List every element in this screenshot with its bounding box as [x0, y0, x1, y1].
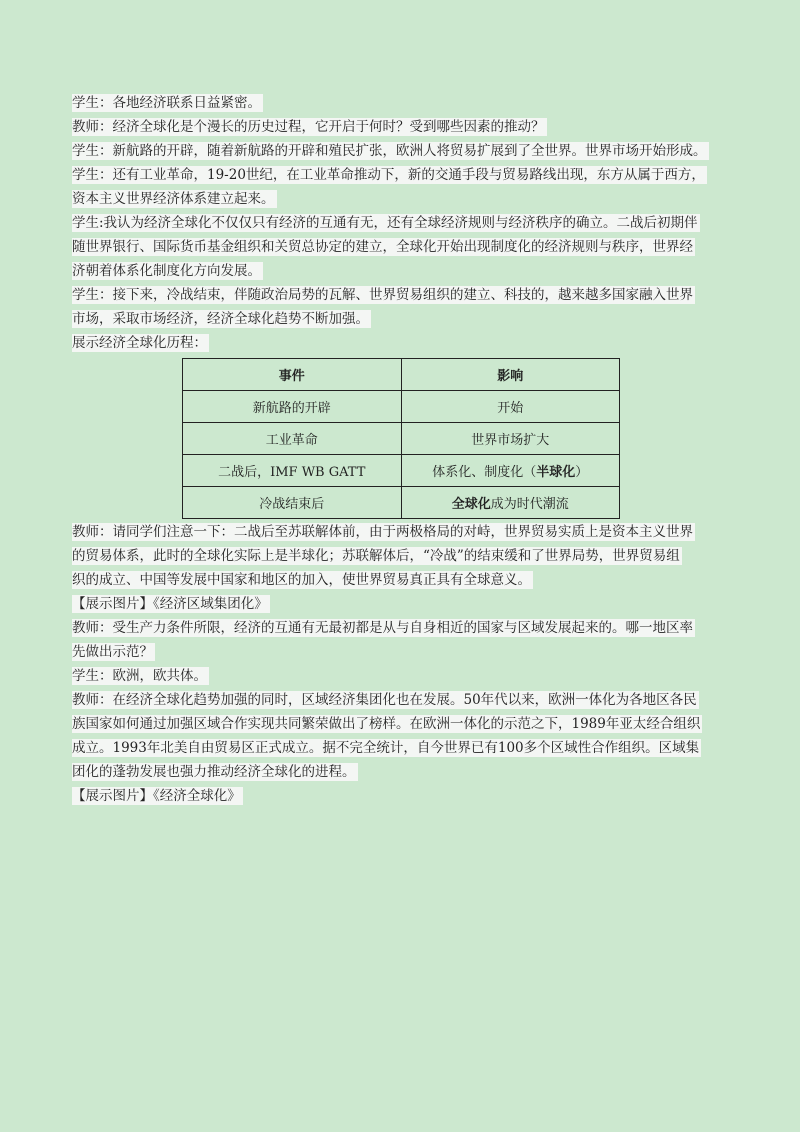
line-text: 学生:我认为经济全球化不仅仅只有经济的互通有无，还有全球经济规则与经济秩序的确立。二战后初期伴	[72, 215, 698, 231]
line-text: 学生：新航路的开辟，随着新航路的开辟和殖民扩张，欧洲人将贸易扩展到了全世界。世界市场开始形成。	[72, 143, 707, 159]
table-header-effect: 影响	[401, 359, 620, 391]
document-page	[72, 94, 732, 811]
table-row	[183, 455, 620, 487]
table-row	[183, 423, 620, 455]
text-before-table	[72, 94, 732, 352]
text-line	[72, 691, 732, 709]
text-line	[72, 94, 732, 112]
effect-text-close: ）	[575, 465, 589, 480]
line-text: 教师：受生产力条件所限，经济的互通有无最初都是从与自身相近的国家与区域发展起来的。哪一地区率	[72, 620, 693, 636]
table-cell-event: 二战后，IMF WB GATT	[183, 455, 402, 487]
effect-text: 开始	[497, 401, 524, 416]
line-text: 成立。1993年北美自由贸易区正式成立。据不完全统计，自今世界已有100多个区域性合作组织。区域集	[72, 740, 700, 756]
table-cell-event: 工业革命	[183, 423, 402, 455]
line-text: 学生：还有工业革命，19-20世纪，在工业革命推动下，新的交通手段与贸易路线出现，东方从属于西方，	[72, 167, 705, 183]
globalization-table-wrapper	[182, 358, 732, 519]
effect-bold-text: 全球化	[451, 497, 491, 512]
text-line	[72, 334, 732, 352]
table-cell-effect	[401, 391, 620, 423]
text-line	[72, 262, 732, 280]
line-text: 资本主义世界经济体系建立起来。	[72, 191, 275, 207]
text-line	[72, 310, 732, 328]
text-line	[72, 619, 732, 637]
effect-bold-text: 半球化	[536, 465, 576, 480]
line-text: 学生：欧洲，欧共体。	[72, 668, 207, 684]
text-line	[72, 238, 732, 256]
text-line	[72, 787, 732, 805]
effect-text: 成为时代潮流	[490, 497, 569, 512]
text-line	[72, 286, 732, 304]
line-text: 教师：请同学们注意一下：二战后至苏联解体前，由于两极格局的对峙，世界贸易实质上是资本主义世界	[72, 524, 693, 540]
text-line	[72, 739, 732, 757]
table-cell-effect	[401, 487, 620, 519]
table-cell-effect	[401, 455, 620, 487]
text-line	[72, 595, 732, 613]
line-text: 教师：在经济全球化趋势加强的同时，区域经济集团化也在发展。50年代以来，欧洲一体化为各地区各民	[72, 692, 697, 708]
table-row	[183, 487, 620, 519]
text-line	[72, 190, 732, 208]
text-line	[72, 214, 732, 232]
line-text: 【展示图片】《经济全球化》	[72, 788, 241, 804]
table-header-event: 事件	[183, 359, 402, 391]
table-row	[183, 391, 620, 423]
line-text: 团化的蓬勃发展也强力推动经济全球化的进程。	[72, 764, 356, 780]
table-cell-event: 新航路的开辟	[183, 391, 402, 423]
table-header-row	[183, 359, 620, 391]
text-line	[72, 715, 732, 733]
line-text: 的贸易体系，此时的全球化实际上是半球化；苏联解体后，“冷战”的结束缓和了世界局势，世界贸易组	[72, 548, 680, 564]
text-line	[72, 523, 732, 541]
table-cell-effect	[401, 423, 620, 455]
globalization-table	[182, 358, 620, 519]
text-after-table	[72, 523, 732, 805]
line-text: 族国家如何通过加强区域合作实现共同繁荣做出了榜样。在欧洲一体化的示范之下，1989年亚太经合组织	[72, 716, 701, 732]
line-text: 学生：各地经济联系日益紧密。	[72, 95, 261, 111]
effect-text: 体系化、制度化（	[432, 465, 537, 480]
line-text: 随世界银行、国际货币基金组织和关贸总协定的建立，全球化开始出现制度化的经济规则与秩序，世界经	[72, 239, 693, 255]
line-text: 学生：接下来，冷战结束，伴随政治局势的瓦解、世界贸易组织的建立、科技的，越来越多国家融入世界	[72, 287, 693, 303]
text-line	[72, 166, 732, 184]
line-text: 济朝着体系化制度化方向发展。	[72, 263, 261, 279]
text-line	[72, 667, 732, 685]
line-text: 教师：经济全球化是个漫长的历史过程，它开启于何时？受到哪些因素的推动？	[72, 119, 545, 135]
effect-text: 世界市场扩大	[471, 433, 550, 448]
line-text: 市场，采取市场经济，经济全球化趋势不断加强。	[72, 311, 369, 327]
text-line	[72, 571, 732, 589]
text-line	[72, 547, 732, 565]
table-cell-event: 冷战结束后	[183, 487, 402, 519]
line-text: 织的成立、中国等发展中国家和地区的加入，使世界贸易真正具有全球意义。	[72, 572, 531, 588]
text-line	[72, 142, 732, 160]
text-line	[72, 118, 732, 136]
text-line	[72, 763, 732, 781]
line-text: 展示经济全球化历程：	[72, 335, 207, 351]
line-text: 先做出示范？	[72, 644, 153, 660]
line-text: 【展示图片】《经济区域集团化》	[72, 596, 268, 612]
text-line	[72, 643, 732, 661]
